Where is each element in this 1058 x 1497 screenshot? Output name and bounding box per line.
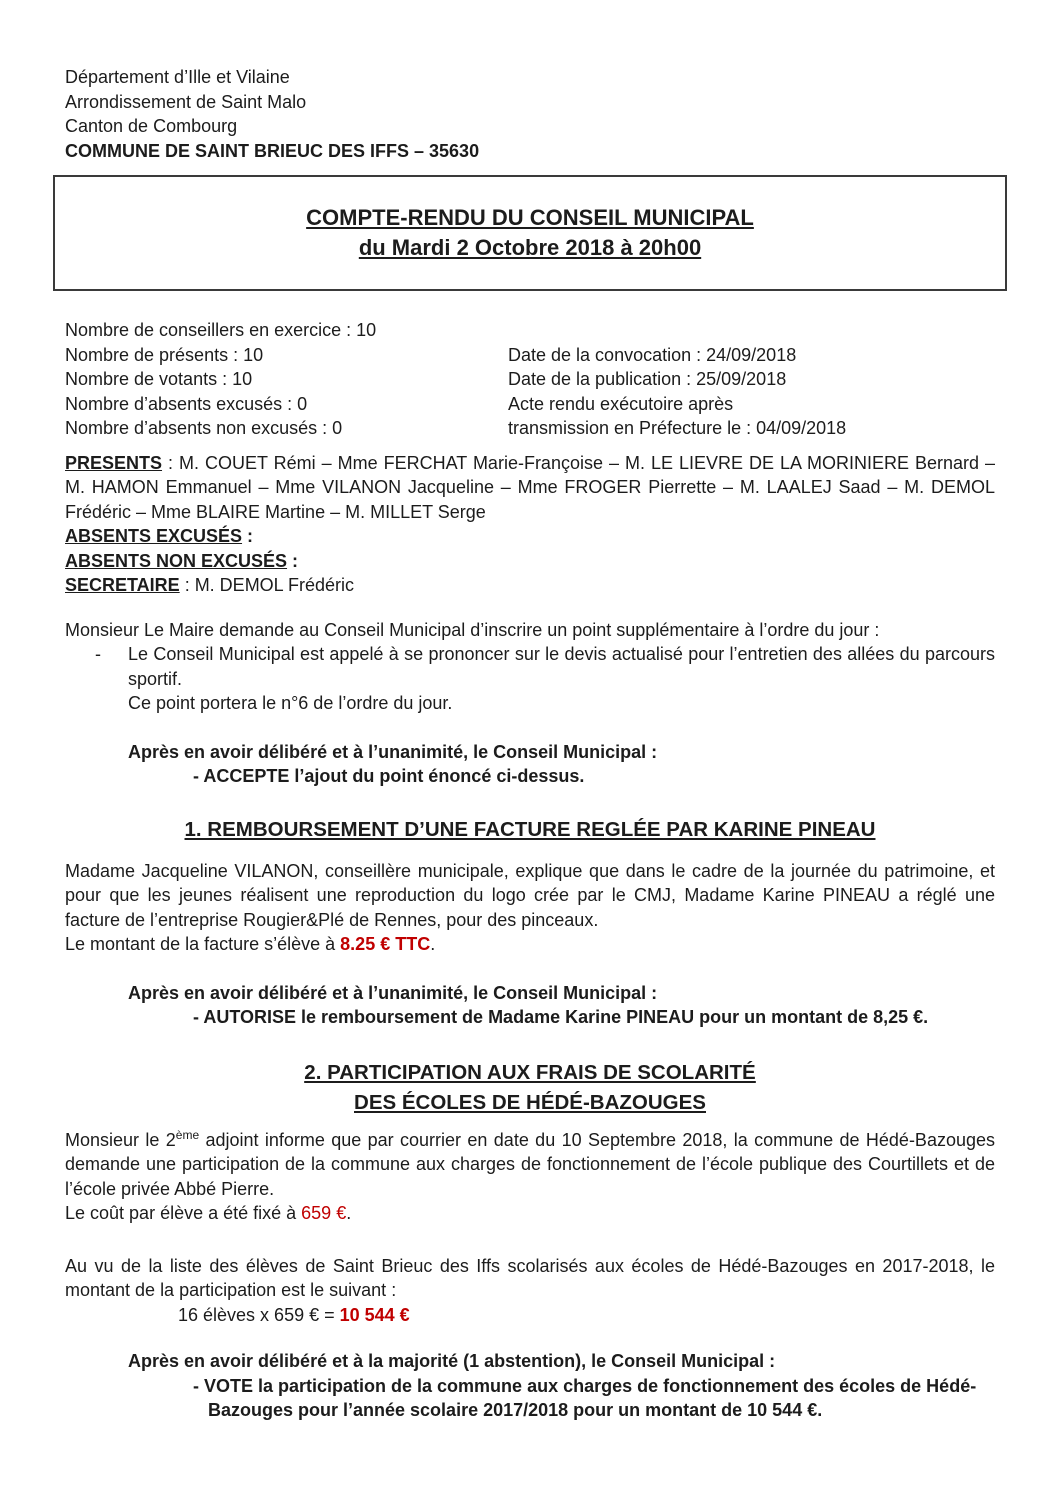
intro-paragraph: Monsieur Le Maire demande au Conseil Municipal d’inscrire un point supplémentaire à l’ordre du jour :: [65, 619, 880, 640]
bullet-text: Le Conseil Municipal est appelé à se prononcer sur le devis actualisé pour l’entretien des allées du parcours sportif.: [128, 644, 995, 689]
header-line-arrondissement: Arrondissement de Saint Malo: [65, 91, 307, 112]
section2-cost-line: [65, 1201, 995, 1226]
section2-heading-line2: DES ÉCOLES DE HÉDÉ-BAZOUGES: [354, 1090, 706, 1114]
meeting-info: [65, 318, 995, 441]
info-date-publication: Date de la publication : 25/09/2018: [508, 369, 787, 389]
cost-period: .: [346, 1203, 352, 1223]
presents-label: PRESENTS: [65, 452, 163, 473]
info-transmission-prefecture: transmission en Préfecture le : 04/09/2018: [508, 418, 847, 438]
section1-amount-line: [65, 932, 995, 957]
calc-lead-text: 16 élèves x 659 € =: [178, 1304, 340, 1325]
info-presents: Nombre de présents : 10: [65, 344, 264, 365]
header-line-commune: COMMUNE DE SAINT BRIEUC DES IFFS – 35630: [65, 140, 480, 161]
info-date-convocation: Date de la convocation : 24/09/2018: [508, 344, 797, 365]
section2-heading: [65, 1058, 995, 1118]
section2-body: [65, 1128, 995, 1423]
section1-paragraph: Madame Jacqueline VILANON, conseillère municipale, explique que dans le cadre de la journée du patrimoine, et pour que les jeunes réalisent une reproduction du logo crée par le CMJ, Madame Karine PINEAU a réglé une facture de l’entreprise Rougier&Plé de Rennes, pour des pinceaux.: [65, 860, 995, 930]
intro-section: [65, 618, 995, 789]
ordinal-superscript: ème: [175, 1127, 200, 1142]
info-conseillers-exercice: Nombre de conseillers en exercice : 10: [65, 320, 377, 340]
absents-non-excuses-value: :: [287, 550, 299, 571]
attendance-section: [65, 451, 995, 598]
section2-calculation-line: [178, 1303, 995, 1328]
section1-deliberation-decision: - AUTORISE le remboursement de Madame Karine PINEAU pour un montant de 8,25 €.: [193, 1007, 929, 1027]
attendance-secretaire: [65, 573, 995, 598]
deliberation-block-section1: [65, 981, 995, 1030]
section1-heading: 1. REMBOURSEMENT D’UNE FACTURE REGLÉE PAR KARINE PINEAU: [184, 817, 876, 841]
absents-excuses-value: :: [242, 526, 254, 546]
attendance-absents-non-excuses: [65, 549, 995, 574]
section2-paragraph1: [65, 1128, 995, 1202]
intro-bullet: [65, 642, 995, 691]
amount-lead-text: Le montant de la facture s’élève à: [65, 934, 341, 954]
info-votants: Nombre de votants : 10: [65, 369, 253, 389]
absents-excuses-label: ABSENTS EXCUSÉS: [65, 526, 243, 546]
intro-bullet-note: Ce point portera le n°6 de l’ordre du jour.: [128, 693, 453, 713]
deliberation-intro-line: Après en avoir délibéré et à l’unanimité, le Conseil Municipal :: [128, 741, 658, 762]
meeting-info-right-column: [508, 318, 995, 441]
info-absents-non-excuses: Nombre d’absents non excusés : 0: [65, 418, 343, 438]
para1-before-sup: Monsieur le 2: [65, 1129, 176, 1150]
section1-deliberation-intro: Après en avoir délibéré et à l’unanimité, le Conseil Municipal :: [128, 982, 658, 1003]
secretaire-label: SECRETAIRE: [65, 575, 180, 595]
section2-deliberation-intro: Après en avoir délibéré et à la majorité (1 abstention), le Conseil Municipal :: [128, 1351, 776, 1371]
section2-deliberation-decision: - VOTE la participation de la commune aux charges de fonctionnement des écoles de Hédé-Bazouges pour l’année scolaire 2017/2018 pour un montant de 10 544 €.: [193, 1375, 977, 1420]
presents-list: : M. COUET Rémi – Mme FERCHAT Marie-Françoise – M. LE LIEVRE DE LA MORINIERE Bernard – M. HAMON Emmanuel – Mme VILANON Jacqueline – Mme FROGER Pierrette – M. LAALEJ Saad – M. DEMOL Frédéric – Mme BLAIRE Martine – M. MILLET Serge: [65, 452, 995, 522]
section1-body: [65, 859, 995, 1030]
title-box: [53, 175, 1007, 291]
calc-result-value: 10 544 €: [339, 1304, 410, 1325]
absents-non-excuses-label: ABSENTS NON EXCUSÉS: [65, 550, 288, 571]
deliberation-block-section2: [65, 1349, 995, 1423]
amount-value: 8.25 € TTC: [340, 934, 431, 954]
attendance-absents-excuses: [65, 524, 995, 549]
cost-value: 659 €: [301, 1203, 347, 1223]
attendance-presents: [65, 451, 995, 525]
amount-period: .: [430, 934, 436, 954]
section2-paragraph2: Au vu de la liste des élèves de Saint Brieuc des Iffs scolarisés aux écoles de Hédé-Bazouges en 2017-2018, le montant de la participation est le suivant :: [65, 1255, 995, 1300]
meeting-info-left-column: [65, 318, 508, 441]
section2-heading-line1: 2. PARTICIPATION AUX FRAIS DE SCOLARITÉ: [304, 1060, 756, 1084]
header-line-departement: Département d’Ille et Vilaine: [65, 67, 290, 87]
header-line-canton: Canton de Combourg: [65, 116, 238, 136]
bullet-dash: -: [95, 644, 101, 664]
document-title: COMPTE-RENDU DU CONSEIL MUNICIPAL: [306, 205, 754, 230]
deliberation-decision-accepte: - ACCEPTE l’ajout du point énoncé ci-dessus.: [193, 766, 585, 786]
cost-lead-text: Le coût par élève a été fixé à: [65, 1203, 302, 1223]
deliberation-block-intro: [65, 740, 995, 789]
info-acte-executoire: Acte rendu exécutoire après: [508, 393, 734, 414]
document-subtitle: du Mardi 2 Octobre 2018 à 20h00: [358, 235, 702, 260]
info-absents-excuses: Nombre d’absents excusés : 0: [65, 393, 308, 414]
document-header: [65, 65, 995, 163]
para1-after-sup: adjoint informe que par courrier en date du 10 Septembre 2018, la commune de Hédé-Bazouges demande une participation de la commune aux charges de fonctionnement de l’école publique des Courtillets et de l’école privée Abbé Pierre.: [65, 1129, 995, 1199]
secretaire-value: : M. DEMOL Frédéric: [179, 575, 355, 595]
